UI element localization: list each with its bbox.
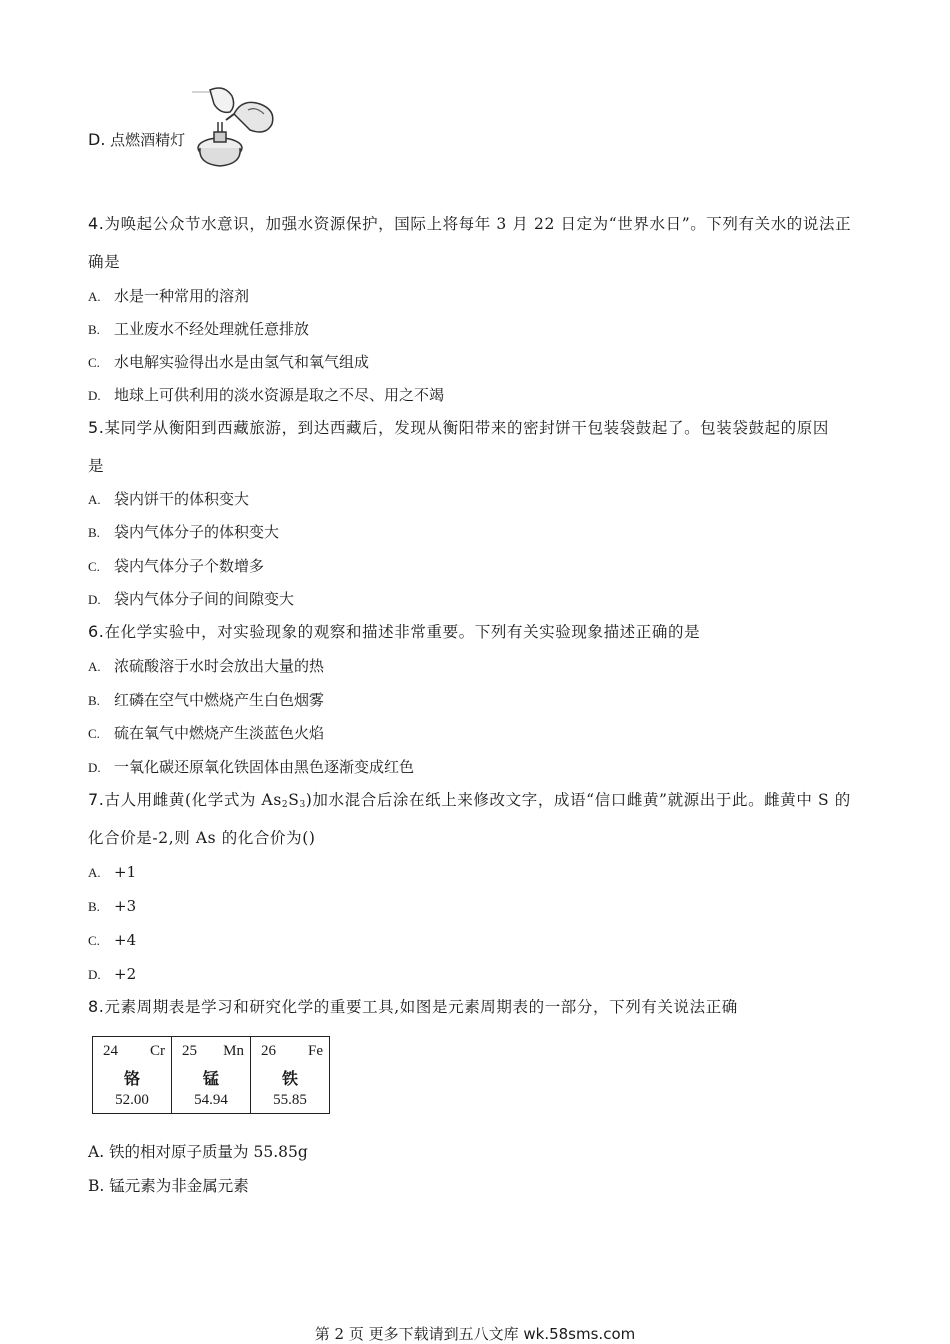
q5-option-c: C. 袋内气体分子个数增多: [88, 557, 265, 575]
element-symbol: Fe: [308, 1043, 323, 1059]
q4-stem-line-2: 确是: [88, 253, 121, 271]
question-number: 4.: [88, 214, 105, 233]
q4-option-d: D. 地球上可供利用的淡水资源是取之不尽、用之不竭: [88, 386, 445, 404]
q7-stem-line-2: 化合价是-2,则 As 的化合价为(): [88, 829, 316, 847]
alcohol-lamp-icon: [190, 84, 282, 172]
q5-option-b: B. 袋内气体分子的体积变大: [88, 523, 280, 541]
q7-option-b: B. +3: [88, 897, 137, 915]
q8-option-b: B. 锰元素为非金属元素: [88, 1177, 249, 1195]
q6-option-c: C. 硫在氧气中燃烧产生淡蓝色火焰: [88, 724, 325, 742]
q7-option-a: A. +1: [88, 863, 137, 881]
atomic-mass: 54.94: [194, 1092, 228, 1108]
element-symbol: Cr: [150, 1043, 165, 1059]
footer-link[interactable]: wk.58sms.com: [523, 1325, 636, 1343]
question-number: 7.: [88, 790, 105, 809]
atomic-mass: 55.85: [273, 1092, 307, 1108]
atomic-mass: 52.00: [115, 1092, 149, 1108]
element-name: 铬: [123, 1069, 140, 1088]
q5-stem-line-1: [88, 418, 829, 438]
page-footer: [0, 1323, 950, 1344]
atomic-number: 25: [182, 1043, 197, 1059]
atomic-number: 24: [103, 1043, 118, 1059]
q4-option-a: A. 水是一种常用的溶剂: [88, 287, 250, 305]
option-letter: D.: [88, 130, 106, 149]
question-number: 6.: [88, 622, 105, 641]
element-name: 铁: [281, 1069, 298, 1088]
q8-option-a: A. 铁的相对原子质量为 55.85g: [88, 1143, 308, 1161]
question-stem: 为唤起公众节水意识，加强水资源保护，国际上将每年 3 月 22 日定为“世界水日”。下列有关水的说法正: [104, 215, 852, 233]
q6-option-b: B. 红磷在空气中燃烧产生白色烟雾: [88, 691, 325, 709]
q6-option-a: A. 浓硫酸溶于水时会放出大量的热: [88, 657, 325, 675]
q5-option-d: D. 袋内气体分子间的间隙变大: [88, 590, 295, 608]
q5-option-a: A. 袋内饼干的体积变大: [88, 490, 250, 508]
option-text: 点燃酒精灯: [105, 131, 186, 149]
q8-stem-line-1: [88, 997, 738, 1017]
q7-option-c: C. +4: [88, 931, 137, 949]
q3-option-d: [88, 130, 185, 150]
question-stem: 元素周期表是学习和研究化学的重要工具,如图是元素周期表的一部分，下列有关说法正确: [104, 998, 738, 1016]
element-symbol: Mn: [223, 1043, 244, 1059]
element-name: 锰: [202, 1069, 219, 1088]
q6-stem-line-1: [88, 622, 700, 642]
q6-option-d: D. 一氧化碳还原氧化铁固体由黑色逐渐变成红色: [88, 758, 415, 776]
q4-stem-line-1: [88, 214, 851, 234]
footer-text: 第 2 页 更多下载请到五八文库: [314, 1325, 524, 1343]
atomic-number: 26: [261, 1043, 276, 1059]
q7-option-d: D. +2: [88, 965, 137, 983]
question-number: 8.: [88, 997, 105, 1016]
element-cell-mn: [172, 1037, 251, 1114]
question-stem: 在化学实验中，对实验现象的观察和描述非常重要。下列有关实验现象描述正确的是: [104, 623, 701, 641]
question-stem: 某同学从衡阳到西藏旅游，到达西藏后，发现从衡阳带来的密封饼干包装袋鼓起了。包装袋鼓起的原因: [104, 419, 829, 437]
q7-stem-line-1: 7.古人用雌黄(化学式为 $As_2S_3$)加水混合后涂在纸上来修改文字，成语“信口雌黄”就源出于此。雌黄中 S 的: [88, 790, 851, 810]
q4-option-b: B. 工业废水不经处理就任意排放: [88, 320, 310, 338]
question-number: 5.: [88, 418, 105, 437]
periodic-table-excerpt: [92, 1036, 330, 1114]
element-cell-cr: [93, 1037, 172, 1114]
element-cell-fe: [251, 1037, 330, 1114]
q5-stem-line-2: 是: [88, 457, 105, 475]
q4-option-c: C. 水电解实验得出水是由氢气和氧气组成: [88, 353, 370, 371]
